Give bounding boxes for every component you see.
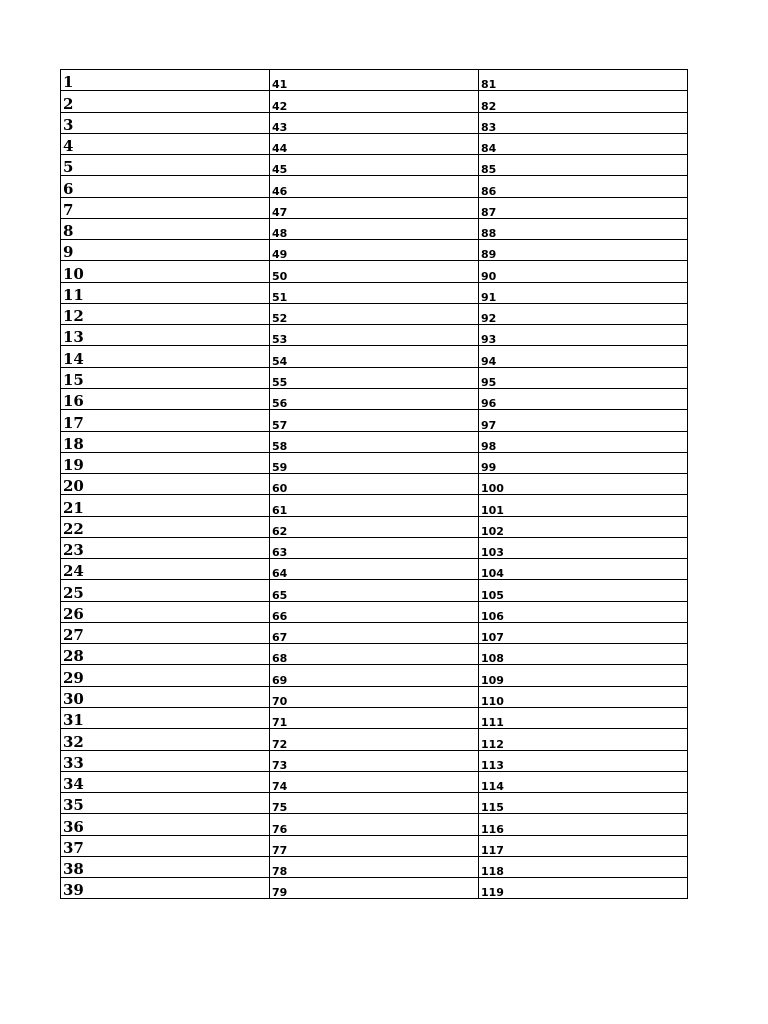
first-column-cell: 30 <box>61 686 270 707</box>
second-column-cell: 63 <box>270 537 479 558</box>
third-column-cell: 113 <box>479 750 688 771</box>
first-column-cell: 27 <box>61 622 270 643</box>
second-column-cell: 72 <box>270 729 479 750</box>
third-column-cell: 118 <box>479 856 688 877</box>
second-column-cell: 49 <box>270 240 479 261</box>
third-column-cell: 86 <box>479 176 688 197</box>
table-row <box>61 537 688 558</box>
third-column-cell: 115 <box>479 793 688 814</box>
first-column-cell: 18 <box>61 431 270 452</box>
third-column-cell: 90 <box>479 261 688 282</box>
first-column-cell: 24 <box>61 559 270 580</box>
table-row <box>61 282 688 303</box>
second-column-cell: 57 <box>270 410 479 431</box>
table-row <box>61 303 688 324</box>
third-column-cell: 119 <box>479 878 688 899</box>
second-column-cell: 68 <box>270 644 479 665</box>
third-column-cell: 83 <box>479 112 688 133</box>
table-row <box>61 516 688 537</box>
first-column-cell: 21 <box>61 495 270 516</box>
table-row <box>61 835 688 856</box>
first-column-cell: 33 <box>61 750 270 771</box>
second-column-cell: 78 <box>270 856 479 877</box>
third-column-cell: 114 <box>479 771 688 792</box>
second-column-cell: 75 <box>270 793 479 814</box>
table-row <box>61 856 688 877</box>
second-column-cell: 74 <box>270 771 479 792</box>
second-column-cell: 69 <box>270 665 479 686</box>
table-row <box>61 388 688 409</box>
table-row <box>61 91 688 112</box>
number-table <box>60 69 688 899</box>
second-column-cell: 45 <box>270 155 479 176</box>
second-column-cell: 58 <box>270 431 479 452</box>
first-column-cell: 6 <box>61 176 270 197</box>
second-column-cell: 51 <box>270 282 479 303</box>
third-column-cell: 82 <box>479 91 688 112</box>
first-column-cell: 7 <box>61 197 270 218</box>
first-column-cell: 39 <box>61 878 270 899</box>
second-column-cell: 60 <box>270 474 479 495</box>
first-column-cell: 36 <box>61 814 270 835</box>
first-column-cell: 8 <box>61 218 270 239</box>
first-column-cell: 1 <box>61 70 270 91</box>
second-column-cell: 79 <box>270 878 479 899</box>
table-row <box>61 155 688 176</box>
third-column-cell: 111 <box>479 707 688 728</box>
third-column-cell: 110 <box>479 686 688 707</box>
table-row <box>61 240 688 261</box>
table-row <box>61 474 688 495</box>
third-column-cell: 104 <box>479 559 688 580</box>
table-row <box>61 793 688 814</box>
table-row <box>61 665 688 686</box>
third-column-cell: 108 <box>479 644 688 665</box>
second-column-cell: 71 <box>270 707 479 728</box>
table-row <box>61 70 688 91</box>
first-column-cell: 32 <box>61 729 270 750</box>
table-row <box>61 176 688 197</box>
first-column-cell: 2 <box>61 91 270 112</box>
first-column-cell: 37 <box>61 835 270 856</box>
table-row <box>61 601 688 622</box>
first-column-cell: 35 <box>61 793 270 814</box>
third-column-cell: 100 <box>479 474 688 495</box>
first-column-cell: 4 <box>61 133 270 154</box>
second-column-cell: 70 <box>270 686 479 707</box>
table-row <box>61 686 688 707</box>
first-column-cell: 11 <box>61 282 270 303</box>
first-column-cell: 14 <box>61 346 270 367</box>
first-column-cell: 26 <box>61 601 270 622</box>
table-row <box>61 325 688 346</box>
table-row <box>61 814 688 835</box>
first-column-cell: 12 <box>61 303 270 324</box>
first-column-cell: 19 <box>61 452 270 473</box>
number-table-body <box>61 70 688 899</box>
third-column-cell: 88 <box>479 218 688 239</box>
second-column-cell: 43 <box>270 112 479 133</box>
second-column-cell: 64 <box>270 559 479 580</box>
second-column-cell: 44 <box>270 133 479 154</box>
first-column-cell: 9 <box>61 240 270 261</box>
third-column-cell: 98 <box>479 431 688 452</box>
third-column-cell: 102 <box>479 516 688 537</box>
second-column-cell: 55 <box>270 367 479 388</box>
second-column-cell: 48 <box>270 218 479 239</box>
third-column-cell: 103 <box>479 537 688 558</box>
table-row <box>61 431 688 452</box>
first-column-cell: 38 <box>61 856 270 877</box>
third-column-cell: 99 <box>479 452 688 473</box>
first-column-cell: 10 <box>61 261 270 282</box>
first-column-cell: 23 <box>61 537 270 558</box>
second-column-cell: 52 <box>270 303 479 324</box>
table-row <box>61 495 688 516</box>
first-column-cell: 5 <box>61 155 270 176</box>
table-row <box>61 622 688 643</box>
third-column-cell: 106 <box>479 601 688 622</box>
table-row <box>61 346 688 367</box>
table-row <box>61 410 688 431</box>
first-column-cell: 17 <box>61 410 270 431</box>
first-column-cell: 29 <box>61 665 270 686</box>
table-row <box>61 218 688 239</box>
table-row <box>61 644 688 665</box>
table-row <box>61 559 688 580</box>
first-column-cell: 31 <box>61 707 270 728</box>
third-column-cell: 85 <box>479 155 688 176</box>
second-column-cell: 61 <box>270 495 479 516</box>
second-column-cell: 53 <box>270 325 479 346</box>
second-column-cell: 65 <box>270 580 479 601</box>
third-column-cell: 101 <box>479 495 688 516</box>
third-column-cell: 95 <box>479 367 688 388</box>
first-column-cell: 16 <box>61 388 270 409</box>
table-row <box>61 367 688 388</box>
first-column-cell: 3 <box>61 112 270 133</box>
third-column-cell: 87 <box>479 197 688 218</box>
second-column-cell: 54 <box>270 346 479 367</box>
third-column-cell: 109 <box>479 665 688 686</box>
first-column-cell: 28 <box>61 644 270 665</box>
table-row <box>61 750 688 771</box>
table-row <box>61 261 688 282</box>
third-column-cell: 89 <box>479 240 688 261</box>
third-column-cell: 81 <box>479 70 688 91</box>
third-column-cell: 93 <box>479 325 688 346</box>
table-row <box>61 197 688 218</box>
table-row <box>61 112 688 133</box>
second-column-cell: 47 <box>270 197 479 218</box>
second-column-cell: 56 <box>270 388 479 409</box>
second-column-cell: 62 <box>270 516 479 537</box>
table-row <box>61 452 688 473</box>
second-column-cell: 76 <box>270 814 479 835</box>
first-column-cell: 22 <box>61 516 270 537</box>
first-column-cell: 25 <box>61 580 270 601</box>
third-column-cell: 94 <box>479 346 688 367</box>
second-column-cell: 42 <box>270 91 479 112</box>
table-row <box>61 133 688 154</box>
table-row <box>61 771 688 792</box>
second-column-cell: 66 <box>270 601 479 622</box>
third-column-cell: 117 <box>479 835 688 856</box>
third-column-cell: 107 <box>479 622 688 643</box>
first-column-cell: 15 <box>61 367 270 388</box>
first-column-cell: 20 <box>61 474 270 495</box>
third-column-cell: 92 <box>479 303 688 324</box>
first-column-cell: 13 <box>61 325 270 346</box>
third-column-cell: 96 <box>479 388 688 409</box>
third-column-cell: 116 <box>479 814 688 835</box>
first-column-cell: 34 <box>61 771 270 792</box>
third-column-cell: 112 <box>479 729 688 750</box>
third-column-cell: 91 <box>479 282 688 303</box>
table-row <box>61 878 688 899</box>
third-column-cell: 97 <box>479 410 688 431</box>
second-column-cell: 67 <box>270 622 479 643</box>
second-column-cell: 73 <box>270 750 479 771</box>
table-row <box>61 580 688 601</box>
second-column-cell: 59 <box>270 452 479 473</box>
second-column-cell: 46 <box>270 176 479 197</box>
third-column-cell: 84 <box>479 133 688 154</box>
table-row <box>61 707 688 728</box>
table-row <box>61 729 688 750</box>
second-column-cell: 50 <box>270 261 479 282</box>
second-column-cell: 77 <box>270 835 479 856</box>
second-column-cell: 41 <box>270 70 479 91</box>
third-column-cell: 105 <box>479 580 688 601</box>
numbered-sheet <box>60 69 687 938</box>
